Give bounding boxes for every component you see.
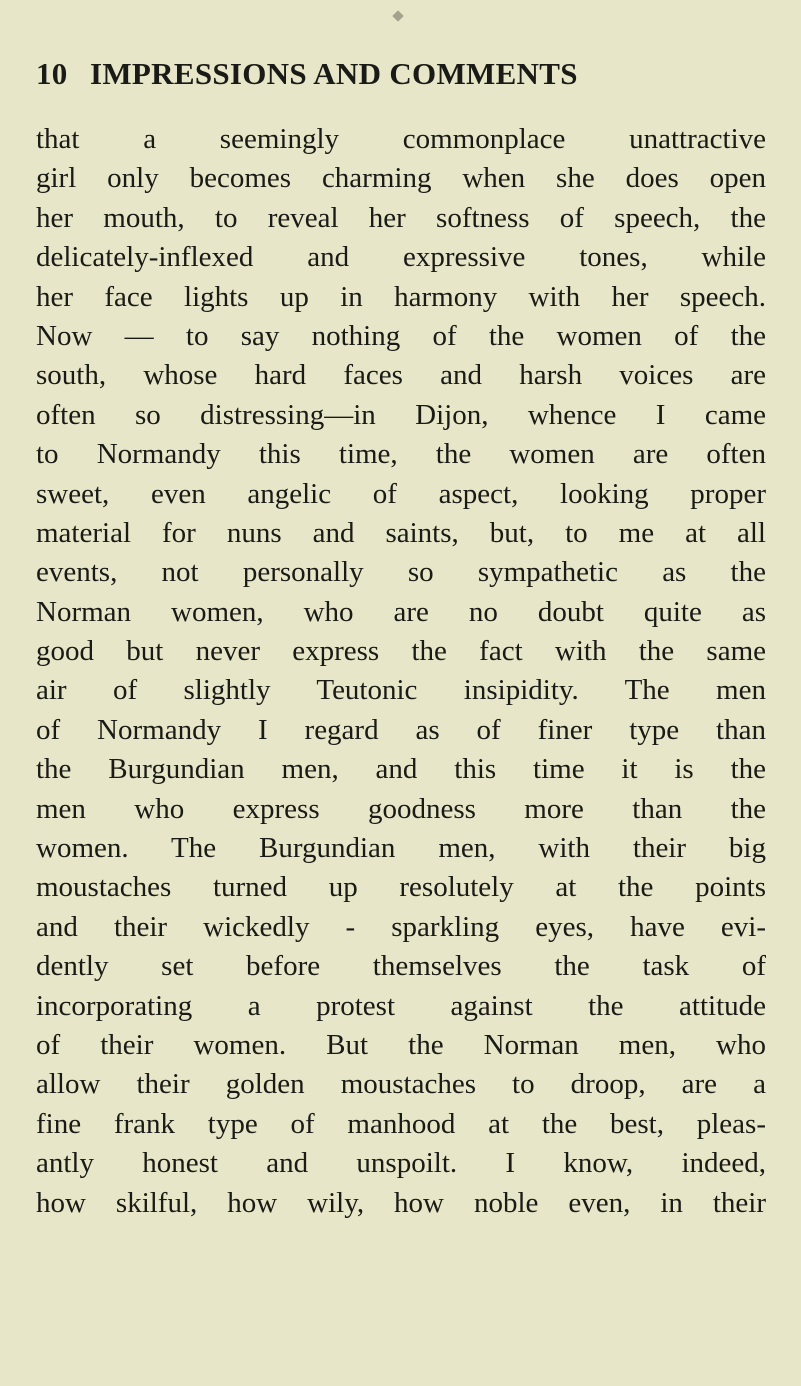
text-line: air of slightly Teutonic insipidity. The men: [36, 674, 766, 707]
page-ornament-mark: [392, 10, 403, 21]
text-line: men who express goodness more than the: [36, 792, 766, 825]
text-line: women. The Burgundian men, with their big: [36, 832, 766, 865]
text-line: sweet, even angelic of aspect, looking proper: [36, 477, 766, 510]
text-line: delicately-inflexed and expressive tones, while: [36, 241, 766, 274]
page-number: 10: [36, 56, 68, 91]
running-head: [36, 56, 765, 100]
text-line: her face lights up in harmony with her speech.: [36, 280, 766, 313]
text-line: of Normandy I regard as of finer type than: [36, 713, 766, 746]
text-line: incorporating a protest against the attitude: [36, 989, 766, 1022]
text-line: of their women. But the Norman men, who: [36, 1028, 766, 1061]
text-line: to Normandy this time, the women are often: [36, 438, 766, 471]
text-line: Now — to say nothing of the women of the: [36, 319, 766, 352]
text-line: and their wickedly - sparkling eyes, have evi-: [36, 910, 766, 943]
text-line: good but never express the fact with the same: [36, 635, 766, 668]
text-line: girl only becomes charming when she does open: [36, 162, 766, 195]
text-line: events, not personally so sympathetic as the: [36, 556, 766, 589]
text-line: moustaches turned up resolutely at the points: [36, 871, 766, 904]
text-line: allow their golden moustaches to droop, are a: [36, 1068, 766, 1101]
text-line: the Burgundian men, and this time it is the: [36, 753, 766, 786]
text-line: dently set before themselves the task of: [36, 950, 766, 983]
running-title: IMPRESSIONS AND COMMENTS: [90, 56, 578, 91]
text-line: how skilful, how wily, how noble even, in their: [36, 1186, 766, 1219]
text-line: her mouth, to reveal her softness of speech, the: [36, 201, 766, 234]
text-line: south, whose hard faces and harsh voices are: [36, 359, 766, 392]
text-line: often so distressing—in Dijon, whence I came: [36, 398, 766, 431]
body-text: [36, 120, 766, 1223]
text-line: antly honest and unspoilt. I know, indeed,: [36, 1147, 766, 1180]
text-line: fine frank type of manhood at the best, pleas-: [36, 1107, 766, 1140]
text-line: that a seemingly commonplace unattractive: [36, 123, 766, 155]
text-line: material for nuns and saints, but, to me at all: [36, 516, 766, 549]
text-line: Norman women, who are no doubt quite as: [36, 595, 766, 628]
